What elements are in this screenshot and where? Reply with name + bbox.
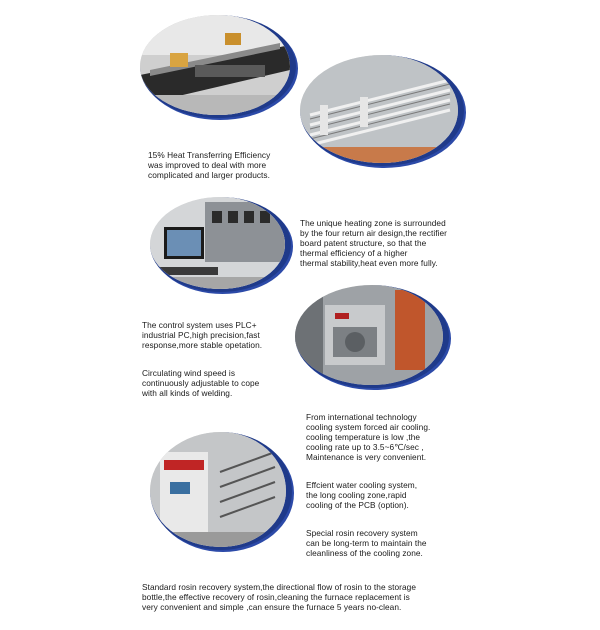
cooling-system-text [306, 402, 476, 576]
chiller-unit-photo [150, 432, 292, 550]
heating-rods-photo [300, 55, 464, 166]
heating-zone-text [300, 208, 480, 286]
rosin-recovery-text [142, 572, 472, 630]
wind-speed-paragraph: Circulating wind speed is continuously adjustable to cope with all kinds of welding. [142, 368, 260, 398]
heat-efficiency-paragraph: 15% Heat Transferring Efficiency was improved to deal with more complicated and larger products. [148, 150, 271, 180]
control-system-paragraph: The control system uses PLC+ industrial PC,high precision,fast response,more stable opetation. [142, 320, 263, 350]
heat-efficiency-text [148, 140, 308, 198]
fan-panel-photo [295, 285, 449, 388]
control-pc-photo [150, 197, 291, 292]
control-system-text [142, 310, 312, 416]
forced-air-cooling-paragraph: From international technology cooling system forced air cooling. cooling temperature is low ,the cooling rate up to 3.5~6℃/sec , Maintenance is very convenient. [306, 412, 431, 462]
heating-zone-paragraph: The unique heating zone is surrounded by the four return air design,the rectifier board patent structure, so that the thermal efficiency of a higher thermal stability,heat even more fully. [300, 218, 447, 268]
rosin-recovery-paragraph: Standard rosin recovery system,the directional flow of rosin to the storage bottle,the effective recovery of rosin,cleaning the furnace replacement is very convenient and simple ,can ensure the furnace 5 years no-clean. [142, 582, 416, 612]
rosin-recovery-cooling-paragraph: Special rosin recovery system can be long-term to maintain the cleanliness of the cooling zone. [306, 528, 427, 558]
conveyor-rail-photo [140, 15, 296, 118]
water-cooling-paragraph: Effcient water cooling system, the long cooling zone,rapid cooling of the PCB (option). [306, 480, 418, 510]
